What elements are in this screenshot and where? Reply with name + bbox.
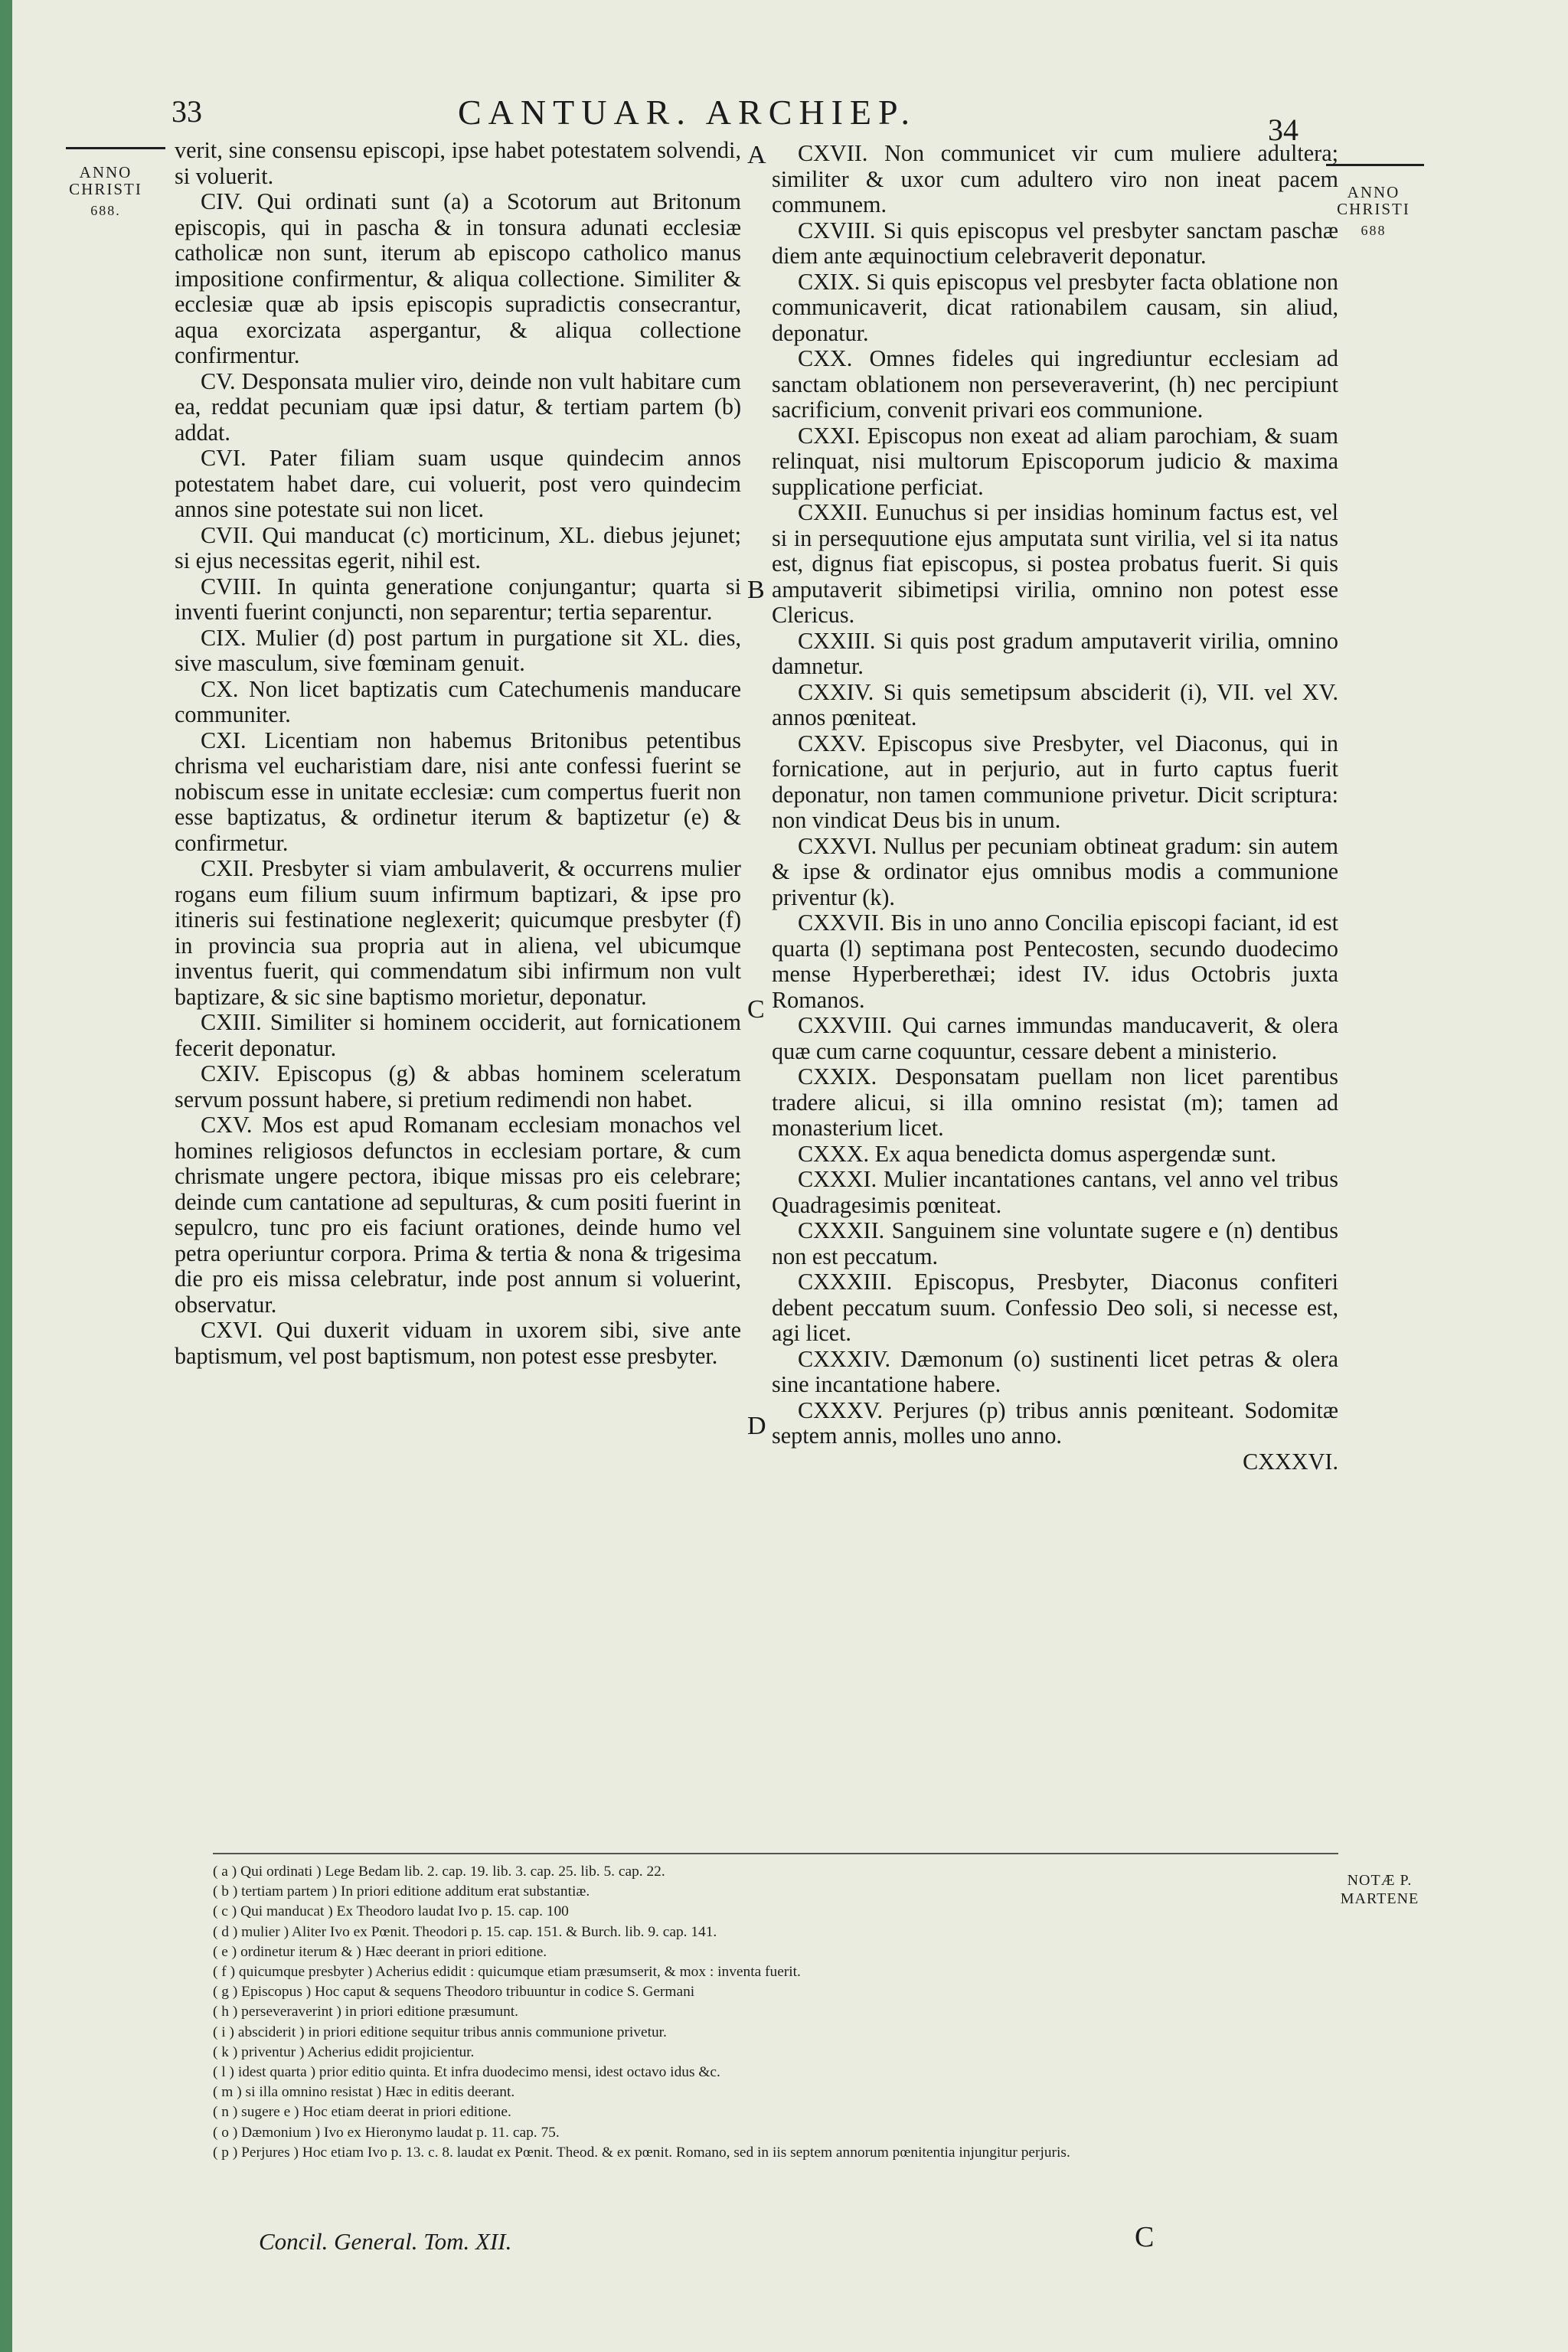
- footnote: ( e ) ordinetur iterum & ) Hæc deerant in priori editione.: [213, 1943, 547, 1960]
- footnote: ( n ) sugere e ) Hoc etiam deerat in priori editione.: [213, 2104, 511, 2121]
- footnote: ( b ) tertiam partem ) In priori editione additum erat substantiæ.: [213, 1883, 590, 1900]
- canon-paragraph: CXI. Licentiam non habemus Britonibus petentibus chrisma vel eucharistiam dare, nisi ante confessi fuerint se nobiscum esse in unitate ecclesiæ: cum compertus fuerit non esse baptizatus, & ordinetur iterum & baptizetur (e) & confirmetur.: [175, 727, 741, 856]
- right-page-number: 34: [1268, 113, 1298, 147]
- canon-paragraph: CXVIII. Si quis episcopus vel presbyter sanctam paschæ diem ante æquinoctium celebraverit deponatur.: [772, 217, 1338, 269]
- signature-line: Concil. General. Tom. XII.: [259, 2228, 512, 2255]
- canon-paragraph: CXII. Presbyter si viam ambulaverit, & occurrens mulier rogans eum filium suum infirmum baptizari, & ipse pro itineris sui festinatione neglexerit; quicumque presbyter (f) in provincia sua propria aut in aliena, vel ubicumque inventus fuerit, qui commendatum sibi infirmum non vult baptizare, & sic sine baptismo morietur, deponatur.: [175, 855, 741, 1010]
- left-text-column: [175, 138, 741, 1838]
- canon-paragraph: CXXIV. Si quis semetipsum absciderit (i), VII. vel XV. annos pœniteat.: [772, 678, 1338, 730]
- canon-paragraph: CXIV. Episcopus (g) & abbas hominem sceleratum servum possunt habere, si pretium redimendi non habet.: [175, 1060, 741, 1112]
- footnote: ( p ) Perjures ) Hoc etiam Ivo p. 13. c. 8. laudat ex Pœnit. Theod. & ex pœnit. Romano, sed in iis septem annorum pœnitentia injungitur perjuris.: [213, 2144, 1070, 2161]
- canon-paragraph: CXX. Omnes fideles qui ingrediuntur ecclesiam ad sanctam oblationem non perseveraverint, (h) nec percipiunt sacrificium, convenit privari eos communione.: [772, 345, 1338, 423]
- canon-paragraph: CXXXV. Perjures (p) tribus annis pœniteant. Sodomitæ septem annis, molles uno anno.: [772, 1396, 1338, 1449]
- notes-label: NOTÆ P. MARTENE: [1340, 1872, 1419, 1907]
- canon-paragraph: CIX. Mulier (d) post partum in purgatione sit XL. dies, sive masculum, sive fœminam genuit.: [175, 624, 741, 676]
- footnote: ( i ) absciderit ) in priori editione sequitur tribus annis communione privetur.: [213, 2024, 667, 2040]
- canon-paragraph: CXXIII. Si quis post gradum amputaverit virilia, omnino damnetur.: [772, 627, 1338, 679]
- canon-paragraph: CXXII. Eunuchus si per insidias hominum factus est, vel si in persequutione ejus amputata sunt virilia, vel si ita natus est, dignus fiat episcopus, si postea probatus fuerit. Si quis amputaverit sibimetipsi virilia, omnino non potest esse Clericus.: [772, 499, 1338, 628]
- footnotes: [213, 1862, 1338, 2230]
- footnote: ( c ) Qui manducat ) Ex Theodoro laudat Ivo p. 15. cap. 100: [213, 1903, 569, 1920]
- canon-paragraph: CXVI. Qui duxerit viduam in uxorem sibi, sive ante baptismum, vel post baptismum, non potest esse presbyter.: [175, 1317, 741, 1369]
- footnote: ( a ) Qui ordinati ) Lege Bedam lib. 2. cap. 19. lib. 3. cap. 25. lib. 5. cap. 22.: [213, 1864, 665, 1880]
- canon-paragraph: CXXI. Episcopus non exeat ad aliam parochiam, & suam relinquat, nisi multorum Episcoporum judicio & maxima supplicatione perficiat.: [772, 422, 1338, 500]
- right-margin-anno-christi: ANNO CHRISTI: [1337, 183, 1410, 218]
- canon-paragraph: CXXVIII. Qui carnes immundas manducaverit, & olera quæ cum carne coquuntur, cessare debent a ministerio.: [772, 1012, 1338, 1064]
- canon-paragraph: CV. Desponsata mulier viro, deinde non vult habitare cum ea, reddat pecuniam quæ ipsi datur, & tertiam partem (b) addat.: [175, 368, 741, 446]
- left-margin-anno-christi: ANNO CHRISTI: [69, 163, 142, 198]
- left-page-number: 33: [172, 94, 202, 129]
- canon-paragraph: CXXXIII. Episcopus, Presbyter, Diaconus confiteri debent peccatum suum. Confessio Deo soli, si necesse est, agi licet.: [772, 1269, 1338, 1346]
- canon-paragraph: CXVII. Non communicet vir cum muliere adultera; similiter & uxor cum adultero viro non ineat pacem communem.: [772, 141, 1338, 217]
- section-letter-a: A: [747, 141, 766, 169]
- canon-paragraph: CXIII. Similiter si hominem occiderit, aut fornicationem fecerit deponatur.: [175, 1009, 741, 1061]
- canon-paragraph: CX. Non licet baptizatis cum Catechumenis manducare communiter.: [175, 675, 741, 727]
- canon-paragraph: CXIX. Si quis episcopus vel presbyter facta oblatione non communicaverit, dicat rationabilem causam, sin aliud, deponatur.: [772, 268, 1338, 346]
- footnote: ( f ) quicumque presbyter ) Acherius edidit : quicumque etiam præsumserit, & mox : inventa fuerit.: [213, 1964, 801, 1981]
- footnote: ( h ) perseveraverint ) in priori editione præsumunt.: [213, 2004, 519, 2020]
- signature-letter: C: [1135, 2221, 1155, 2253]
- canon-paragraph: CXXIX. Desponsatam puellam non licet parentibus tradere alicui, si illa omnino resistat (m); tamen ad monasterium licet.: [772, 1063, 1338, 1141]
- footnote: ( m ) si illa omnino resistat ) Hæc in editis deerant.: [213, 2084, 515, 2101]
- footnote: ( l ) idest quarta ) prior editio quinta. Et infra duodecimo mensi, idest octavo idus &c.: [213, 2064, 720, 2081]
- footnote: ( o ) Dæmonium ) Ivo ex Hieronymo laudat p. 11. cap. 75.: [213, 2124, 560, 2141]
- footnote: ( g ) Episcopus ) Hoc caput & sequens Theodoro tribuuntur in codice S. Germani: [213, 1984, 695, 2001]
- book-binding-edge: [0, 0, 12, 2352]
- canon-paragraph: verit, sine consensu episcopi, ipse habet potestatem solvendi, si voluerit.: [175, 138, 741, 189]
- canon-paragraph: CXXVI. Nullus per pecuniam obtineat gradum: sin autem & ipse & ordinator ejus omnibus modis a communione priventur (k).: [772, 832, 1338, 910]
- canon-paragraph: CVII. Qui manducat (c) morticinum, XL. diebus jejunet; si ejus necessitas egerit, nihil est.: [175, 521, 741, 573]
- canon-paragraph: CXXXIV. Dæmonum (o) sustinenti licet petras & olera sine incantatione habere.: [772, 1345, 1338, 1397]
- canon-paragraph: CXXV. Episcopus sive Presbyter, vel Diaconus, qui in fornicatione, aut in perjurio, aut in furto captus fuerit deponatur, non tamen communione privetur. Dicit scriptura: non vindicat Deus bis in unum.: [772, 730, 1338, 833]
- right-text-column: [772, 141, 1338, 1841]
- section-letter-b: B: [747, 576, 765, 604]
- canon-paragraph: CXV. Mos est apud Romanam ecclesiam monachos vel homines religiosos defunctos in ecclesiam portare, & cum chrismate ungere pectora, ibique missas pro eis celebrare; deinde cum cantatione ad sepulturas, & cum positi fuerint in sepulcro, tunc pro eis faciunt orationes, deinde humo vel petra operiuntur corpora. Prima & tertia & nona & trigesima die pro eis missa celebratur, inde post annum si voluerint, observatur.: [175, 1112, 741, 1318]
- canon-catchword: CXXXVI.: [1243, 1448, 1338, 1475]
- footnote-separator: [213, 1853, 1338, 1854]
- canon-paragraph: CXXVII. Bis in uno anno Concilia episcopi faciant, id est quarta (l) septimana post Pentecosten, secundo duodecimo mense Hyperberethæi; idest IV. idus Octobris juxta Romanos.: [772, 910, 1338, 1013]
- footnote: ( k ) priventur ) Acherius edidit projicientur.: [213, 2043, 475, 2060]
- right-margin-rule: [1326, 164, 1424, 166]
- section-letter-c: C: [747, 995, 765, 1024]
- footnote: ( d ) mulier ) Aliter Ivo ex Pœnit. Theodori p. 15. cap. 151. & Burch. lib. 9. cap. 141.: [213, 1923, 717, 1940]
- section-letter-d: D: [747, 1412, 766, 1440]
- running-title: CANTUAR. ARCHIEP.: [458, 93, 917, 132]
- canon-paragraph: CXXXI. Mulier incantationes cantans, vel anno vel tribus Quadragesimis pœniteat.: [772, 1166, 1338, 1218]
- left-margin-year: 688.: [90, 203, 121, 218]
- book-page: [12, 0, 1568, 2352]
- canon-paragraph: CVIII. In quinta generatione conjungantur; quarta si inventi fuerint conjuncti, non separentur; tertia separentur.: [175, 573, 741, 625]
- canon-paragraph: CXXX. Ex aqua benedicta domus aspergendæ sunt.: [798, 1140, 1276, 1167]
- canon-paragraph: CXXXII. Sanguinem sine voluntate sugere e (n) dentibus non est peccatum.: [772, 1217, 1338, 1269]
- left-margin-rule: [66, 147, 165, 149]
- canon-paragraph: CVI. Pater filiam suam usque quindecim annos potestatem habet dare, cui voluerit, post vero quindecim annos sine potestate sui non licet.: [175, 445, 741, 522]
- canon-paragraph: CIV. Qui ordinati sunt (a) a Scotorum aut Britonum episcopis, qui in pascha & in tonsura adunati ecclesiæ catholicæ non sunt, iterum ab episcopo catholico manus impositione confirmentur, & aliqua collectione. Similiter & ecclesiæ quæ ab ipsis episcopis supradictis consecrantur, aqua exorcizata aspergantur, & aliqua collectione confirmentur.: [175, 188, 741, 368]
- right-margin-year: 688: [1361, 223, 1387, 238]
